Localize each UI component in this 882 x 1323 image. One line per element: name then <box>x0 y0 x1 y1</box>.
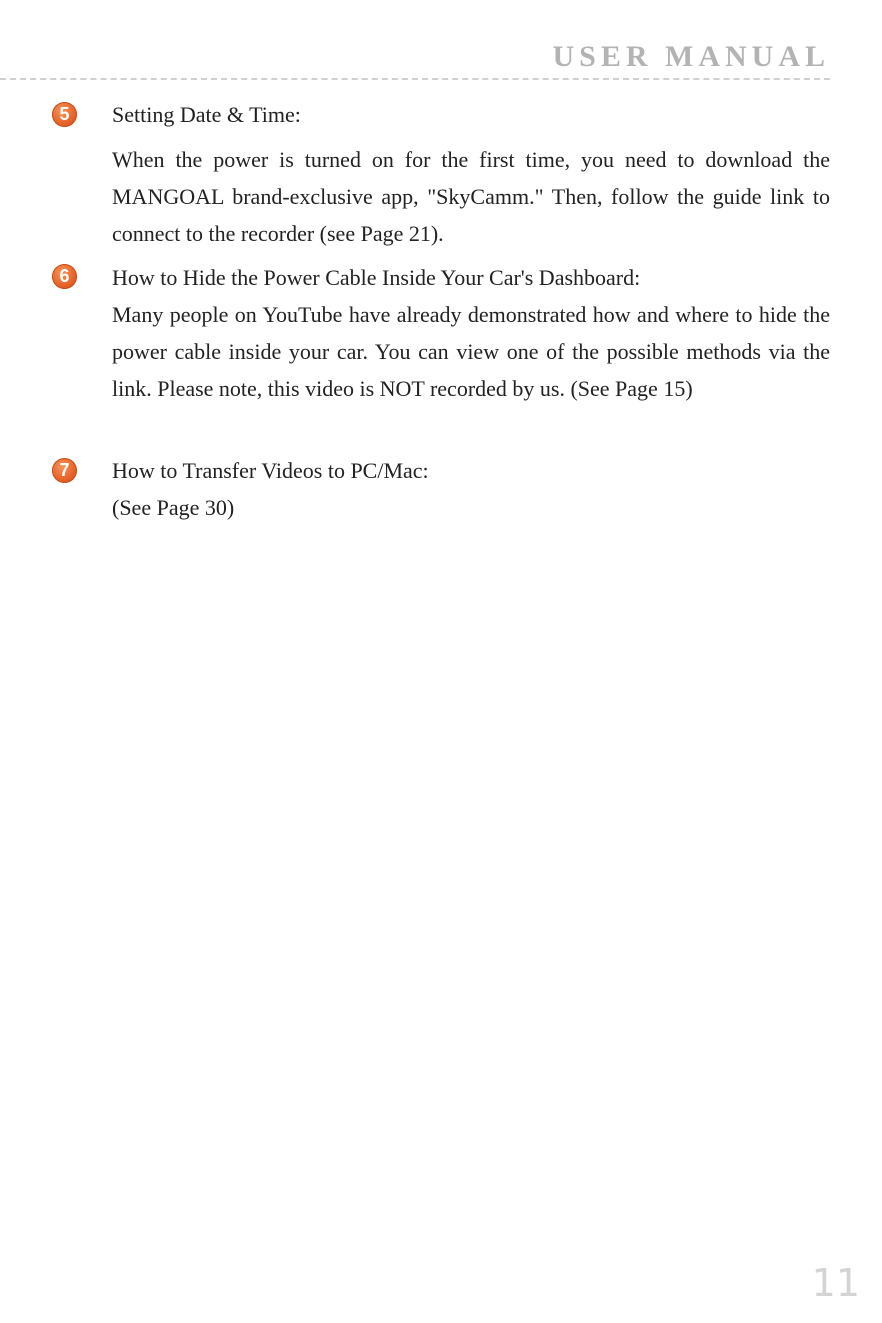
manual-title: USER MANUAL <box>552 40 830 73</box>
section-title: How to Transfer Videos to PC/Mac: <box>112 458 429 483</box>
page-number: 11 <box>811 1261 860 1305</box>
section-number-badge: 6 <box>52 264 77 289</box>
section-body: (See Page 30) <box>112 495 235 520</box>
section-number-badge: 7 <box>52 458 77 483</box>
section-hide-cable <box>112 259 830 407</box>
section-title: Setting Date & Time: <box>112 102 301 127</box>
section-number-badge: 5 <box>52 102 77 127</box>
section-date-time <box>112 96 830 252</box>
section-body: When the power is turned on for the first time, you need to download the MANGOAL brand-exclusive app, "SkyCamm." Then, follow the guide link to connect to the recorder (see Page 21). <box>112 147 830 246</box>
section-transfer-videos <box>112 452 830 526</box>
header-divider <box>0 78 830 80</box>
section-body: Many people on YouTube have already demonstrated how and where to hide the power cable inside your car. You can view one of the possible methods via the link. Please note, this video is NOT recorded by us. (See Page 15) <box>112 302 830 401</box>
section-title: How to Hide the Power Cable Inside Your Car's Dashboard: <box>112 265 641 290</box>
